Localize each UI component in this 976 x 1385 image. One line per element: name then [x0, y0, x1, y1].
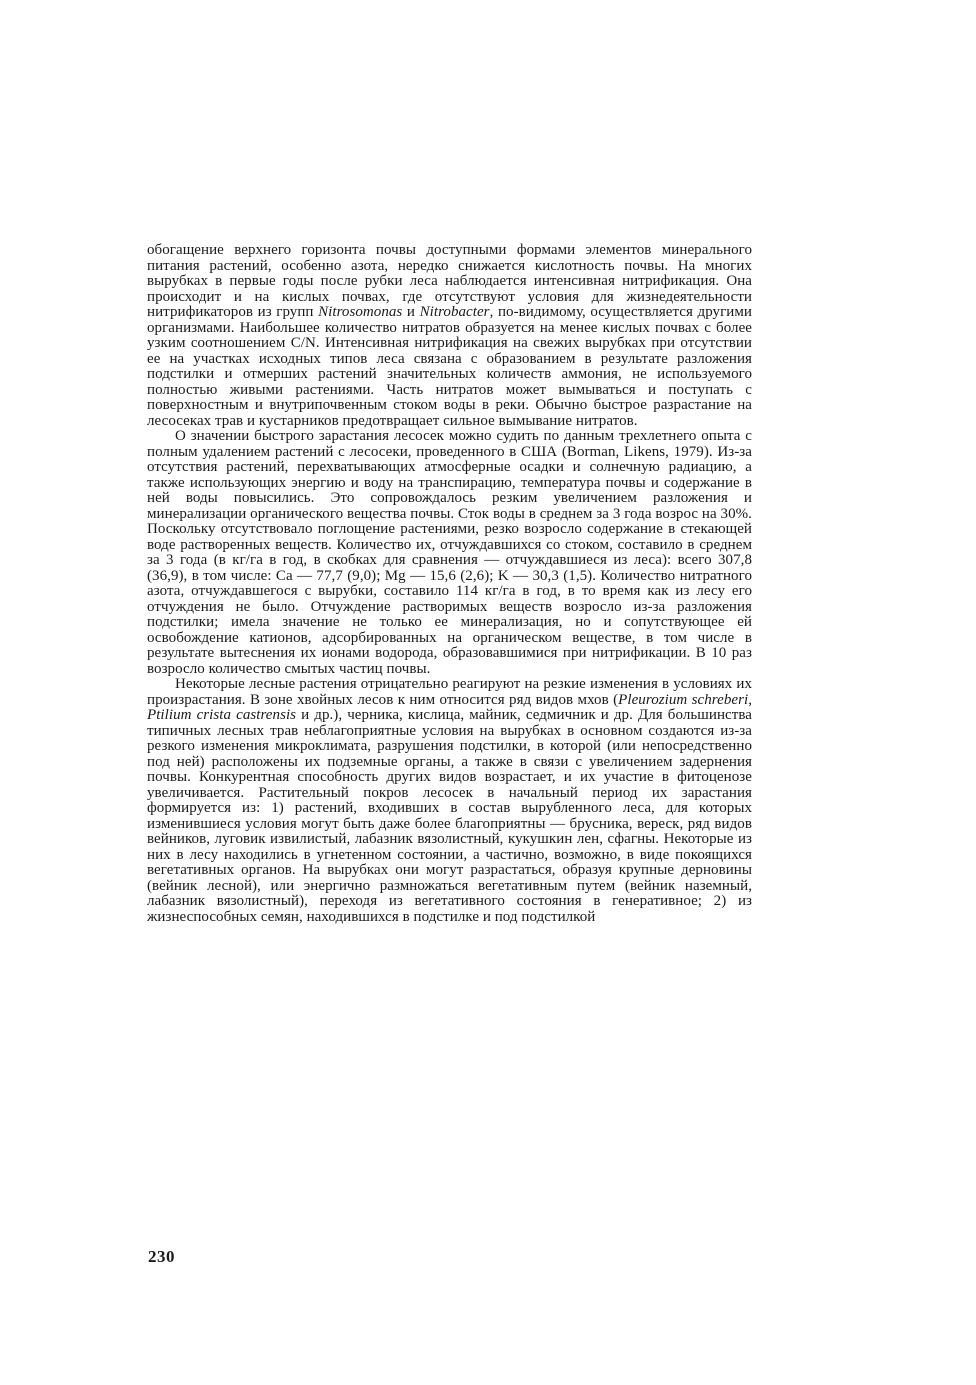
paragraph-1	[147, 243, 752, 429]
paragraph-1-italic-nitrobacter: Nitrobacter	[419, 304, 490, 320]
paragraph-3	[147, 677, 752, 925]
paragraph-3-italic-species: Pleurozium schreberi, Ptilium crista castrensis	[147, 691, 752, 723]
paragraph-1-part-1: обогащение верхнего горизонта почвы доступными формами элементов минерального питания растений, особенно азота, нередко снижается кислотность почвы. На многих вырубках в первые годы после рубки леса наблюдается интенсивная нитрификация. Она происходит и на кислых почвах, где отсутствуют условия для жизнедеятельности нитрификаторов из групп	[147, 242, 752, 320]
paragraph-3-part-3: и др.), черника, кислица, майник, седмичник и др. Для большинства типичных лесных трав неблагоприятные условия на вырубках в основном создаются из-за резкого изменения микроклимата, разрушения подстилки, в которой (или непосредственно под ней) расположены их подземные органы, а также в связи с увеличением задернения почвы. Конкурентная способность других видов возрастает, и их участие в фитоценозе увеличивается. Растительный покров лесосек в начальный период их зарастания формируется из: 1) растений, входивших в состав вырубленного леса, для которых изменившиеся условия могут быть даже более благоприятны — брусника, вереск, ряд видов вейников, луговик извилистый, лабазник вязолистный, кукушкин лен, сфагны. Некоторые из них в лесу находились в угнетенном состоянии, а частично, возможно, в виде покоящихся вегетативных органов. На вырубках они могут разрастаться, образуя крупные дерновины (вейник лесной), или энергично размножаться вегетативным путем (вейник наземный, лабазник вязолистный), переходя из вегетативного состояния в генеративное; 2) из жизнеспособных семян, находившихся в подстилке и под подстилкой	[147, 707, 752, 925]
paragraph-2	[147, 429, 752, 677]
page-body	[147, 243, 752, 925]
paragraph-3-part-1: Некоторые лесные растения отрицательно реагируют на резкие изменения в условиях их произрастания. В зоне хвойных лесов к ним относится ряд видов мхов (	[147, 676, 752, 708]
page-number: 230	[148, 1247, 175, 1266]
paragraph-1-italic-nitrosomonas: Nitrosomonas	[318, 304, 403, 320]
paragraph-1-part-5: , по-видимому, осуществляется другими организмами. Наибольшее количество нитратов образуется на менее кислых почвах с более узким соотношением C/N. Интенсивная нитрификация на свежих вырубках при отсутствии ее на участках исходных типов леса связана с образованием в результате разложения подстилки и отмерших растений значительных количеств аммония, не используемого полностью живыми растениями. Часть нитратов может вымываться и поступать с поверхностным и внутрипочвенным стоком воды в реки. Обычно быстрое разрастание на лесосеках трав и кустарников предотвращает сильное вымывание нитратов.	[147, 304, 752, 429]
paragraph-2-text: О значении быстрого зарастания лесосек можно судить по данным трехлетнего опыта с полным удалением растений с лесосеки, проведенного в США (Borman, Likens, 1979). Из-за отсутствия растений, перехватывающих атмосферные осадки и солнечную радиацию, а также использующих энергию и воду на транспирацию, температура почвы и содержание в ней воды повысились. Это сопровождалось резким увеличением разложения и минерализации органического вещества почвы. Сток воды в среднем за 3 года возрос на 30%. Поскольку отсутствовало поглощение растениями, резко возросло содержание в стекающей воде растворенных веществ. Количество их, отчуждавшихся со стоком, составило в среднем за 3 года (в кг/га в год, в скобках для сравнения — отчуждавшиеся из леса): всего 307,8 (36,9), в том числе: Ca — 77,7 (9,0); Mg — 15,6 (2,6); K — 30,3 (1,5). Количество нитратного азота, отчуждавшегося с вырубки, составило 114 кг/га в год, в то время как из лесу его отчуждения не было. Отчуждение растворимых веществ возросло из-за разложения подстилки; имела значение не только ее минерализация, но и сопутствующее ей освобождение катионов, адсорбированных на органическом веществе, в том числе в результате вытеснения их ионами водорода, образовавшимися при нитрификации. В 10 раз возросло количество смытых частиц почвы.	[147, 428, 752, 677]
paragraph-1-part-3: и	[402, 304, 420, 320]
